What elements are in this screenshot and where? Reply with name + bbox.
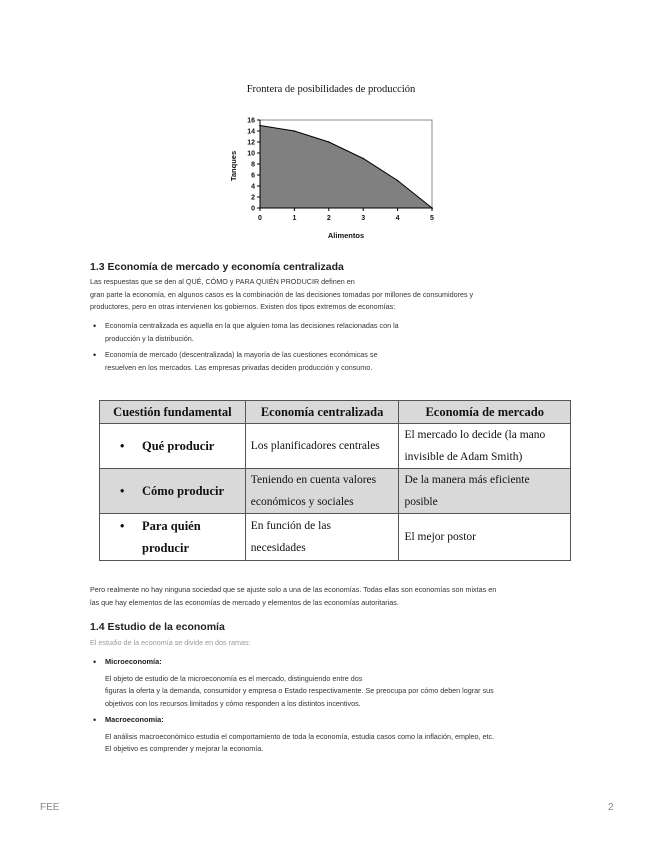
y-tick-label: 2 — [251, 194, 255, 202]
intro-line: Las respuestas que se den al QUÉ, CÓMO y PARA QUIÉN PRODUCIR definen en — [90, 277, 355, 286]
section-1-4-intro: El estudio de la economía se divide en dos ramas: — [90, 638, 251, 647]
data-point — [294, 130, 296, 132]
question-cell: • Cómo producir — [100, 469, 246, 514]
comparison-table — [99, 400, 571, 561]
list-item: • Economía centralizada es aquella en la que alguien toma las decisiones relacionadas con la producción y la distribución. — [90, 320, 399, 345]
data-point — [362, 158, 364, 160]
micro-title: • Microeconomía: — [105, 657, 162, 666]
question-cell: • Qué producir — [100, 424, 246, 469]
market-cell: El mercado lo decide (la mano invisible de Adam Smith) — [399, 424, 571, 469]
market-cell: De la manera más eficiente posible — [399, 469, 571, 514]
table-header-row — [100, 401, 571, 424]
list-item: • Microeconomía: El objeto de estudio de la microeconomía es el mercado, distinguiendo entre dos figuras la oferta y la demanda, consumidor y empresa o Estado respectivamente. Se preocupa por cómo deben lograr sus objetivos con los recursos limitados y cómo responden a los distintos incentivos. — [90, 656, 494, 710]
list-item: • Macroeconomía: El análisis macroeconómico estudia el comportamiento de toda la economía, estudia casos como la inflación, empleo, etc. El objetivo es comprender y mejorar la economía. — [90, 714, 494, 756]
data-point — [328, 141, 330, 143]
column-header: Cuestión fundamental — [100, 401, 246, 424]
table-row — [100, 514, 571, 561]
y-tick-label: 4 — [251, 183, 255, 191]
market-cell: El mejor postor — [399, 514, 571, 561]
x-tick-label: 1 — [292, 215, 297, 222]
macro-title: • Macroeconomía: — [105, 715, 164, 724]
economy-types-list — [90, 320, 399, 378]
chart-title: Frontera de posibilidades de producción — [246, 84, 416, 95]
chart-svg — [226, 84, 446, 244]
x-tick-label: 2 — [326, 215, 331, 222]
y-tick-label: 10 — [247, 150, 255, 158]
ppf-chart — [226, 84, 446, 244]
section-1-3-intro — [90, 276, 590, 314]
intro-line: productores, pero en otras intervienen los gobiernos. Existen dos tipos extremos de economías: — [90, 302, 396, 311]
economy-branches-list — [90, 656, 494, 760]
table-row — [100, 424, 571, 469]
table-row — [100, 469, 571, 514]
column-header: Economía centralizada — [245, 401, 399, 424]
y-tick-label: 0 — [251, 205, 255, 213]
y-tick-label: 16 — [247, 117, 255, 125]
centralized-cell: En función de las necesidades — [245, 514, 399, 561]
x-tick-label: 0 — [258, 215, 262, 222]
question-cell: • Para quién producir — [100, 514, 246, 561]
page-number: 2 — [608, 802, 614, 813]
column-header: Economía de mercado — [399, 401, 571, 424]
x-axis-label: Alimentos — [327, 231, 365, 240]
y-tick-label: 12 — [247, 139, 255, 147]
mixed-economy-paragraph: Pero realmente no hay ninguna sociedad que se ajuste solo a una de las economías. Todas ellas son economías son mixtas en las que hay elementos de las economías de mercado y elementos de las economías autoritarias. — [90, 585, 497, 607]
footer-left: FEE — [40, 802, 60, 813]
y-tick-label: 8 — [251, 161, 255, 169]
x-tick-label: 4 — [395, 215, 400, 222]
centralized-cell: Teniendo en cuenta valores económicos y sociales — [245, 469, 399, 514]
x-tick-label: 3 — [361, 215, 366, 222]
section-heading-1-4: 1.4 Estudio de la economía — [90, 621, 225, 633]
list-item: • Economía de mercado (descentralizada) la mayoría de las cuestiones económicas se resuelven en los mercados. Las empresas privadas deciden producción y consumo. — [90, 349, 399, 374]
section-heading-1-3: 1.3 Economía de mercado y economía centralizada — [90, 261, 344, 273]
y-tick-label: 14 — [247, 128, 255, 136]
y-tick-label: 6 — [251, 172, 255, 180]
intro-line: gran parte la economía, en algunos casos es la combinación de las decisiones tomadas por millones de consumidores y — [90, 289, 474, 299]
data-point — [397, 180, 399, 182]
y-axis-label: Tanques — [229, 150, 238, 182]
centralized-cell: Los planificadores centrales — [245, 424, 399, 469]
x-tick-label: 5 — [430, 215, 434, 222]
